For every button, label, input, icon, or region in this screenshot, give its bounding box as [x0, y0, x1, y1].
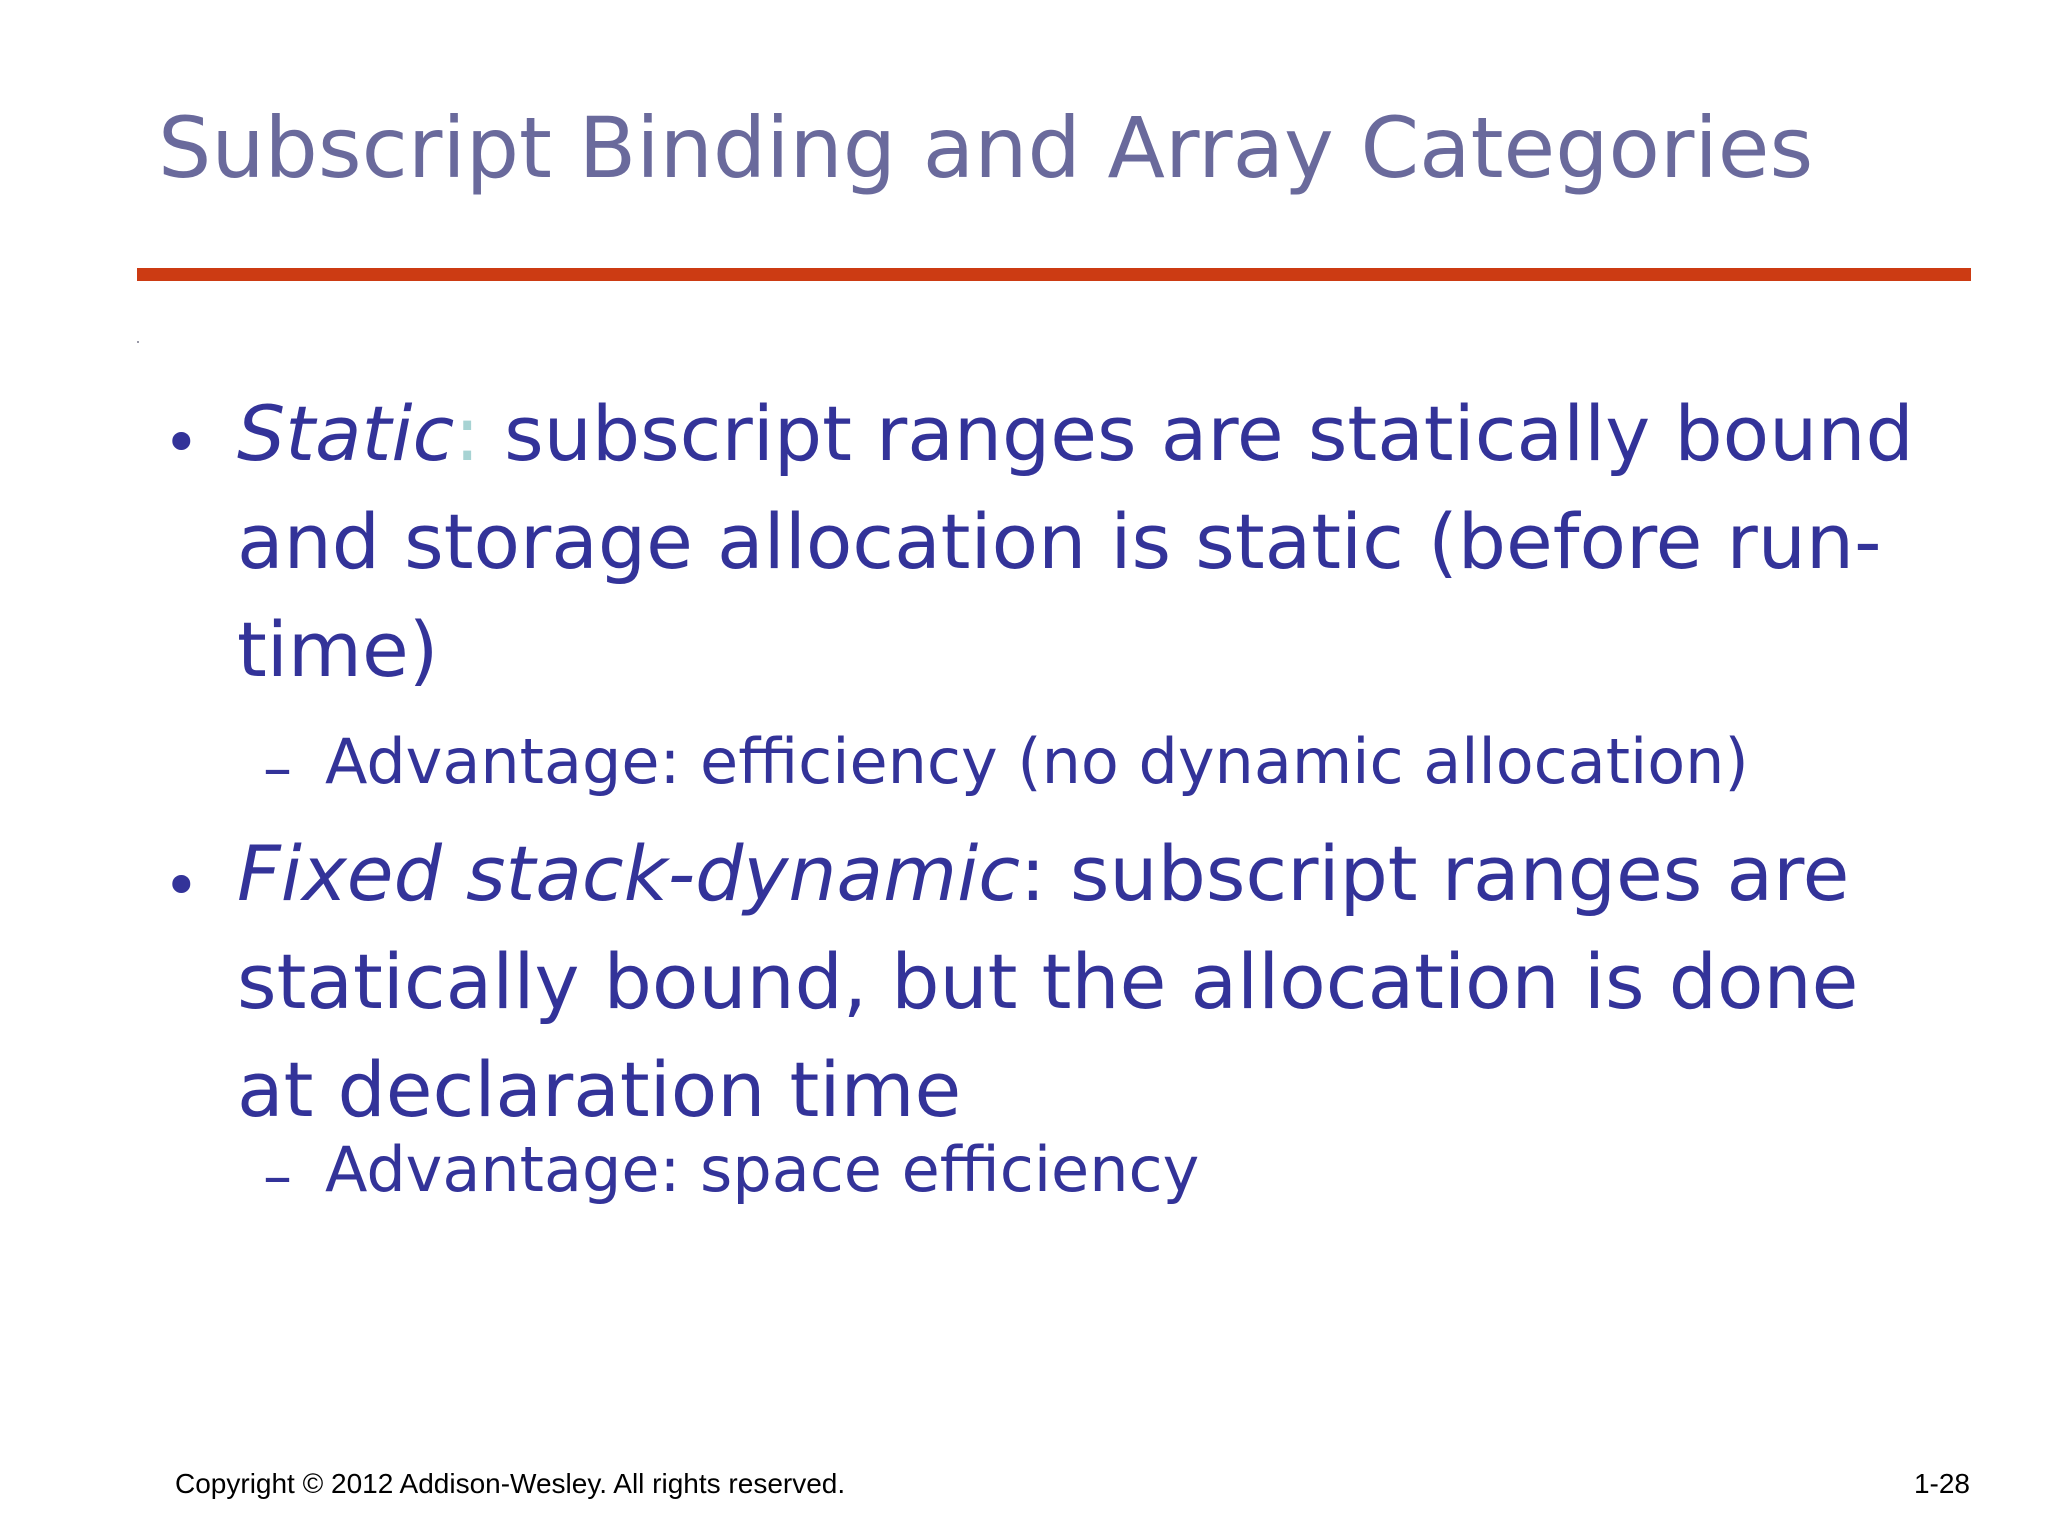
bullet-marker-fixed-stack-dynamic: • [163, 849, 200, 922]
bullet-marker-static: • [163, 406, 200, 479]
subbullet-marker-static: – [263, 734, 292, 802]
term-separator: : [454, 389, 480, 478]
title-divider [137, 268, 1971, 281]
slide-title: Subscript Binding and Array Categories [158, 99, 1814, 197]
subbullet-fixed-stack-dynamic-advantage: Advantage: space efficiency [325, 1133, 1200, 1206]
term-fixed-stack-dynamic: Fixed stack-dynamic [237, 829, 1021, 918]
term-separator: : [1020, 829, 1046, 918]
term-static: Static [237, 389, 455, 478]
bullet-fixed-stack-dynamic-text: subscript ranges are statically bound, but the allocation is done at declaration time [237, 829, 1859, 1134]
page-number: 1-28 [1913, 1468, 1970, 1499]
copyright-footer: Copyright © 2012 Addison-Wesley. All rights reserved. [175, 1468, 846, 1499]
subbullet-static-advantage: Advantage: efficiency (no dynamic allocation) [325, 725, 1749, 798]
bullet-static-text: subscript ranges are statically bound and storage allocation is static (before run-time) [237, 389, 1914, 694]
subbullet-marker-fixed-stack-dynamic: – [263, 1142, 292, 1210]
bullet-static [237, 380, 1957, 704]
bullet-fixed-stack-dynamic [237, 820, 1957, 1144]
decorative-dot [137, 341, 139, 343]
